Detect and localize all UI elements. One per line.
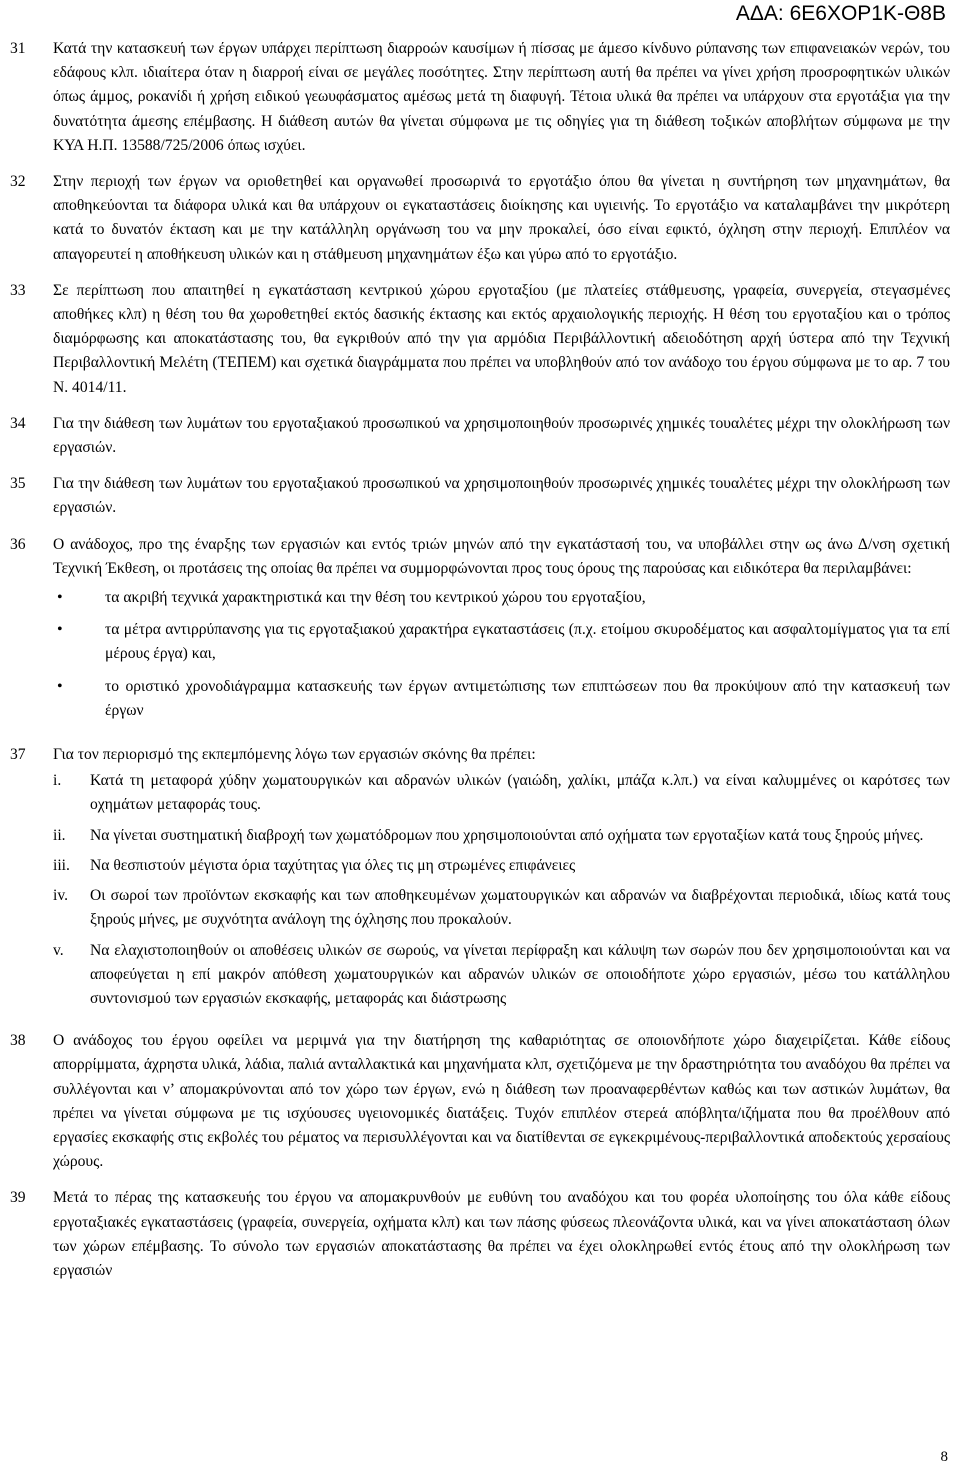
clause-34 bbox=[10, 412, 950, 460]
clause-31 bbox=[10, 37, 950, 158]
roman-label: iv. bbox=[53, 887, 69, 905]
document-id-header: ΑΔΑ: 6Ε6ΧΟΡ1Κ-Θ8Β bbox=[735, 2, 946, 25]
clause-33 bbox=[10, 279, 950, 400]
clause-text: Ο ανάδοχος, προ της έναρξης των εργασιών και εντός τριών μηνών από την εγκατάστασή του, να υποβάλλει στην ως άνω Δ/νση σχετική Τεχνική Έκθεση, οι προτάσεις της οποίας θα πρέπει να συμμορφώνονται προς τους όρους της παρούσας και ειδικότερα θα περιλαμβάνει: bbox=[53, 535, 950, 577]
clause-38 bbox=[10, 1029, 950, 1174]
bullet-text: το οριστικό χρονοδιάγραμμα κατασκευής των έργων αντιμετώπισης των επιπτώσεων που θα προκύψουν από την κατασκευή των έργων bbox=[105, 677, 950, 719]
clause-35 bbox=[10, 472, 950, 520]
roman-item bbox=[53, 939, 950, 1012]
roman-label: ii. bbox=[53, 826, 66, 844]
clause-number: 39 bbox=[10, 1189, 26, 1207]
clause-number: 31 bbox=[10, 40, 26, 57]
clause-number: 32 bbox=[10, 173, 26, 191]
bullet-item bbox=[53, 675, 950, 723]
roman-text: Οι σωροί των προϊόντων εκσκαφής και των αποθηκευμένων χωματουργικών και αδρανών να διαβρέχονται περιοδικά, ιδίως κατά τους ξηρούς μήνες, με συχνότητα ανάλογη της όχλησης που προκαλούν. bbox=[90, 887, 950, 929]
roman-text: Να ελαχιστοποιηθούν οι αποθέσεις υλικών σε σωρούς, να γίνεται περίφραξη και κάλυψη των σωρών που δεν χρησιμοποιούνται και να αποφεύγεται η επί μακρόν απόθεση χωματουργικών και αδρανών υλικών σε οποιοδήποτε χώρο εργασιών, μέσω του κατάλληλου συντονισμού των εργασιών εκσκαφής, μεταφοράς και διάστρωσης bbox=[90, 941, 950, 1007]
bullet-icon bbox=[53, 586, 105, 610]
roman-list bbox=[53, 769, 950, 1011]
document-body bbox=[10, 37, 950, 1283]
roman-item bbox=[53, 884, 950, 932]
clause-text: Για τον περιορισμό της εκπεμπόμενης λόγω των εργασιών σκόνης θα πρέπει: bbox=[53, 746, 536, 764]
bullet-text: τα ακριβή τεχνικά χαρακτηριστικά και την θέση του κεντρικού χώρου του εργοταξίου, bbox=[105, 589, 646, 607]
page-number: 8 bbox=[940, 1449, 948, 1465]
clause-number: 38 bbox=[10, 1032, 26, 1050]
roman-text: Να γίνεται συστηματική διαβροχή των χωματόδρομων που χρησιμοποιούνται από οχήματα των εργοταξίων κατά τους ξηρούς μήνες. bbox=[90, 826, 924, 844]
clause-text: Για την διάθεση των λυμάτων του εργοταξιακού προσωπικού να χρησιμοποιηθούν προσωρινές χημικές τουαλέτες μέχρι την ολοκλήρωση των εργασιών. bbox=[53, 414, 950, 457]
bullet-item bbox=[53, 618, 950, 666]
clause-text: Ο ανάδοχος του έργου οφείλει να μεριμνά για την διατήρηση της καθαριότητας σε οποιονδήποτε χώρο διαχειρίζεται. Κάθε είδους απορρίμματα, άχρηστα υλικά, λάδια, παλιά ανταλλακτικά και μηχανήματα κλπ, σχετιζόμενα με την δραστηριότητα του αναδόχου θα πρέπει να συλλέγονται και ν’ απομακρύνονται από τον χώρο των έργων, ενώ η διάθεση των προαναφερθέντων καθώς και των αστικών λυμάτων, θα πρέπει να γίνεται σύμφωνα με τις ισχύουσες υγειονομικές διατάξεις. Τυχόν επιπλέον στερεά απόβλητα/ιζήματα που θα προέλθουν από εργασίες εκσκαφής στις εκβολές του ρέματος να περισυλλέγονται και να διατίθενται σε εγκεκριμένους-περιβαλλοντικά αποδεκτούς χερσαίους χώρους. bbox=[53, 1032, 950, 1171]
clause-text: Σε περίπτωση που απαιτηθεί η εγκατάσταση κεντρικού χώρου εργοταξίου (με πλατείες στάθμευσης, γραφεία, συνεργεία, στεγασμένες αποθήκες κλπ) η θέση του θα χωροθετηθεί εκτός δασικής έκτασης και εκτός αρχαιολογικής περιοχής. Η θέση του εργοταξίου και ο τρόπος διαμόρφωσης και αποκατάστασης του, θα εγκριθούν από την για αρμόδια Περιβάλλοντική αδειοδότηση αρχή ύστερα από την Τεχνική Περιβαλλοντική Μελέτη (ΤΕΠΕΜ) και σχετικά διαγράμματα που πρέπει να υποβληθούν από τον ανάδοχο του έργου σύμφωνα με το αρ. 7 του Ν. 4014/11. bbox=[53, 281, 950, 396]
roman-text: Να θεσπιστούν μέγιστα όρια ταχύτητας για όλες τις μη στρωμένες επιφάνειες bbox=[90, 856, 576, 874]
roman-item bbox=[53, 824, 950, 848]
bullet-text: τα μέτρα αντιρρύπανσης για τις εργοταξιακού χαρακτήρα εγκαταστάσεις (π.χ. ετοίμου σκυροδέματος και ασφαλτομίγματος για τα επί μέρους έργα) και, bbox=[105, 621, 950, 663]
roman-label: iii. bbox=[53, 856, 70, 874]
roman-text: Κατά τη μεταφορά χύδην χωματουργικών και αδρανών υλικών (γαιώδη, χαλίκι, μπάζα κ.λπ.) να είναι καλυμμένες οι καρότσες των οχημάτων μεταφοράς τους. bbox=[90, 772, 950, 814]
bullet-icon bbox=[53, 675, 105, 699]
clause-number: 36 bbox=[10, 535, 26, 553]
clause-39 bbox=[10, 1186, 950, 1283]
bullet-list bbox=[53, 586, 950, 723]
roman-label: i. bbox=[53, 772, 62, 790]
clause-number: 35 bbox=[10, 475, 26, 493]
clause-text: Κατά την κατασκευή των έργων υπάρχει περίπτωση διαρροών καυσίμων ή πίσσας με άμεσο κίνδυνο ρύπανσης των επιφανειακών νερών, του εδάφους κλπ. ιδιαίτερα όταν η διαρροή είναι σε μεγάλες ποσότητες. Στην περίπτωση αυτή θα πρέπει να γίνει χρήση προσροφητικών υλικών όπως άμμος, ροκανίδι ή χρήση ειδικού γεωυφάσματος αμέσως μετά τη διαφυγή. Τέτοια υλικά θα πρέπει να υπάρχουν στα εργοτάξια για την δυνατότητα άμεσης επέμβασης. Η διάθεση αυτών θα γίνεται σύμφωνα με τις οδηγίες για τη διάθεση τοξικών αποβλήτων σύμφωνα με την ΚΥΑ Η.Π. 13588/725/2006 όπως ισχύει. bbox=[53, 40, 950, 154]
bullet-icon bbox=[53, 618, 105, 642]
roman-item bbox=[53, 769, 950, 817]
clause-36 bbox=[10, 533, 950, 731]
roman-label: v. bbox=[53, 941, 64, 959]
clause-number: 33 bbox=[10, 281, 26, 299]
clause-32 bbox=[10, 170, 950, 267]
roman-item bbox=[53, 854, 950, 878]
clause-text: Μετά το πέρας της κατασκευής του έργου να απομακρυνθούν με ευθύνη του αναδόχου και του φορέα υλοποίησης του όλα κάθε είδους εργοταξιακές εγκαταστάσεις (γραφεία, συνεργεία, οχήματα κλπ) και των πάσης φύσεως πλεονάζοντα υλικά, και να γίνει αποκατάσταση όλων των χώρων επέμβασης. Το σύνολο των εργασιών αποκατάστασης θα πρέπει να έχει ολοκληρωθεί εντός έτους από την ολοκλήρωση των εργασιών bbox=[53, 1189, 950, 1279]
clause-text: Για την διάθεση των λυμάτων του εργοταξιακού προσωπικού να χρησιμοποιηθούν προσωρινές χημικές τουαλέτες μέχρι την ολοκλήρωση των εργασιών. bbox=[53, 475, 950, 517]
clause-37 bbox=[10, 743, 950, 1017]
clause-number: 37 bbox=[10, 746, 26, 764]
clause-number: 34 bbox=[10, 414, 26, 432]
bullet-item bbox=[53, 586, 950, 610]
clause-text: Στην περιοχή των έργων να οριοθετηθεί και οργανωθεί προσωρινά το εργοτάξιο όπου θα γίνεται η συντήρηση των μηχανημάτων, θα αποθηκεύονται τα διάφορα υλικά και θα υπάρχουν οι εγκαταστάσεις διοίκησης και υγιεινής. Το εργοτάξιο να καταλαμβάνει την μικρότερη κατά το δυνατόν έκταση και με την κατάλληλη οργάνωση του να μην προκαλεί, όσο είναι εφικτό, όχληση στην περιοχή. Επιπλέον να απαγορευτεί η αποθήκευση υλικών και η στάθμευση μηχανημάτων έξω και γύρω από το εργοτάξιο. bbox=[53, 173, 950, 263]
